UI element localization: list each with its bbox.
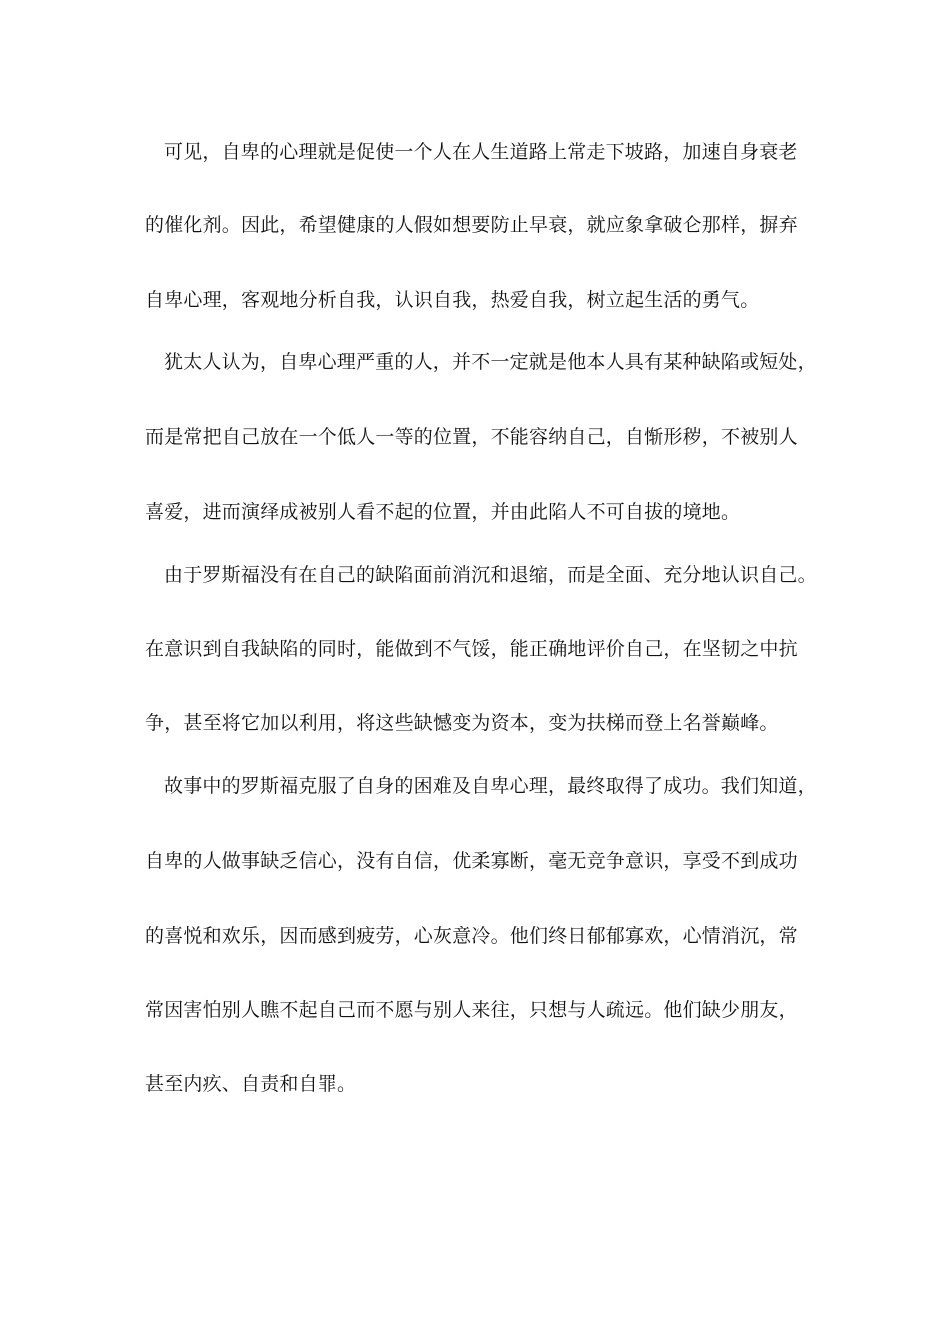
text-line: 在意识到自我缺陷的同时，能做到不气馁，能正确地评价自己，在坚韧之中抗 <box>145 638 798 660</box>
text-line: 的喜悦和欢乐，因而感到疲劳，心灰意冷。他们终日郁郁寡欢，心情消沉，常 <box>145 925 798 947</box>
text-line: 故事中的罗斯福克服了自身的困难及自卑心理，最终取得了成功。我们知道， <box>164 775 817 797</box>
text-line: 而是常把自己放在一个低人一等的位置，不能容纳自己，自惭形秽，不被别人 <box>145 426 798 448</box>
text-line: 犹太人认为，自卑心理严重的人，并不一定就是他本人具有某种缺陷或短处， <box>164 351 817 373</box>
text-line: 喜爱，进而演绎成被别人看不起的位置，并由此陷人不可自拔的境地。 <box>145 501 741 523</box>
text-line: 由于罗斯福没有在自己的缺陷面前消沉和退缩，而是全面、充分地认识自己。 <box>164 564 817 586</box>
text-line: 争，甚至将它加以利用，将这些缺憾变为资本，变为扶梯而登上名誉巅峰。 <box>145 712 779 734</box>
text-line: 可见，自卑的心理就是促使一个人在人生道路上常走下坡路，加速自身衰老 <box>164 141 798 163</box>
text-line: 自卑心理，客观地分析自我，认识自我，热爱自我，树立起生活的勇气。 <box>145 289 760 311</box>
text-line: 常因害怕别人瞧不起自己而不愿与别人来往，只想与人疏远。他们缺少朋友， <box>145 999 798 1021</box>
text-line: 自卑的人做事缺乏信心，没有自信，优柔寡断，毫无竞争意识，享受不到成功 <box>145 850 798 872</box>
text-line: 甚至内疚、自责和自罪。 <box>145 1073 357 1095</box>
text-line: 的催化剂。因此，希望健康的人假如想要防止早衰，就应象拿破仑那样，摒弃 <box>145 214 798 236</box>
